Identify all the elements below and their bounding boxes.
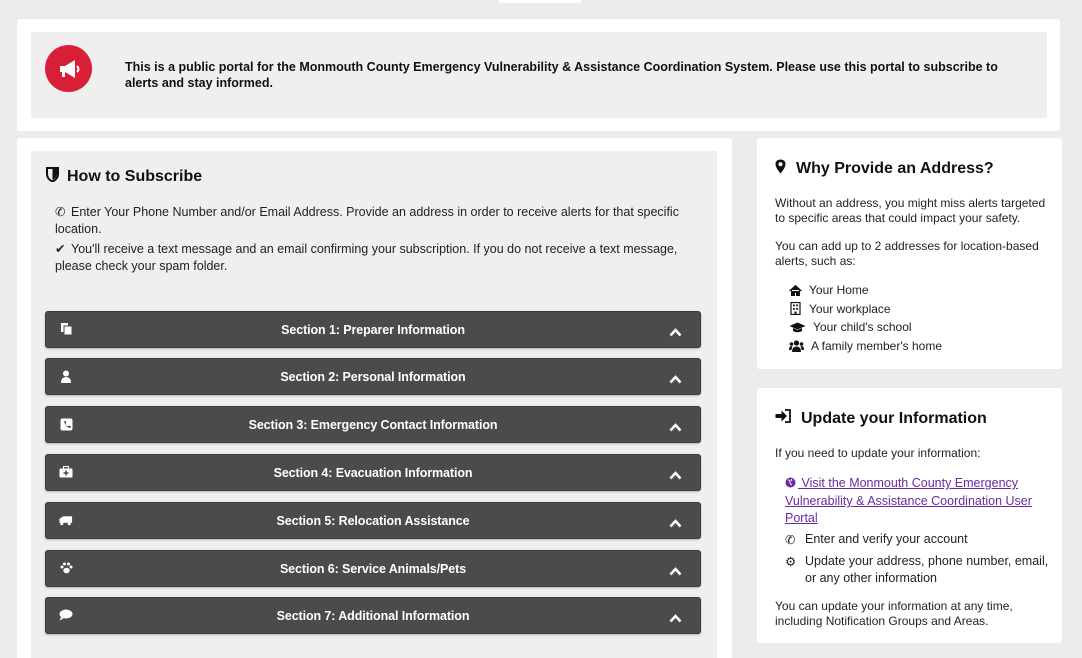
step2-text: You'll receive a text message and an email confirming your subscription. If you do not receive a text message, please check your spam folder.	[55, 242, 678, 273]
update-step-1: Enter and verify your account	[805, 532, 968, 546]
shield-icon	[46, 167, 59, 187]
update-title: Update your Information	[801, 409, 987, 427]
users-icon	[789, 340, 804, 352]
how-title: How to Subscribe	[67, 168, 203, 185]
update-step-2: Update your address, phone number, email, or any other information	[805, 554, 1049, 585]
section-7-label: Section 7: Additional Information	[276, 609, 470, 623]
section-6-toggle[interactable]	[45, 550, 701, 587]
address-examples-list	[789, 281, 942, 355]
why-paragraph-1: Without an address, you might miss alerts targeted to specific areas that could impact your safety.	[775, 196, 1046, 225]
address-item-home: Your Home	[809, 283, 869, 298]
section-5-label: Section 5: Relocation Assistance	[276, 514, 470, 528]
subscribe-panel-inner	[31, 151, 717, 658]
list-item	[789, 300, 942, 319]
top-tab	[498, 0, 582, 3]
graduation-cap-icon	[789, 322, 806, 333]
list-item	[789, 281, 942, 300]
section-7-toggle[interactable]	[45, 597, 701, 634]
why-address-card	[757, 138, 1062, 369]
update-footer: You can update your information at any time, including Notification Groups and Areas.	[775, 599, 1013, 628]
section-2-label: Section 2: Personal Information	[280, 370, 466, 384]
section-4-label: Section 4: Evacuation Information	[273, 466, 473, 480]
update-info-card	[757, 388, 1062, 643]
section-6-label: Section 6: Service Animals/Pets	[279, 562, 467, 576]
address-item-workplace: Your workplace	[809, 301, 891, 316]
sign-in-icon	[775, 409, 791, 428]
user-portal-link-text: Visit the Monmouth County Emergency Vulnerability & Assistance Coordination User Portal	[785, 476, 1032, 525]
chevron-up-icon	[669, 324, 682, 342]
step-phone	[55, 204, 695, 238]
banner-inner	[31, 32, 1047, 118]
section-3-toggle[interactable]	[45, 406, 701, 443]
announcement-banner	[17, 19, 1060, 131]
list-item	[789, 318, 942, 337]
why-paragraph-2: You can add up to 2 addresses for location-based alerts, such as:	[775, 239, 1039, 268]
building-icon	[789, 302, 802, 315]
gear-icon: ⚙	[785, 555, 797, 569]
check-icon: ✔	[55, 242, 66, 256]
home-icon	[789, 285, 802, 296]
address-item-school: Your child's school	[813, 320, 912, 335]
update-step-edit	[785, 553, 1050, 587]
how-to-subscribe-heading	[46, 167, 202, 187]
section-3-label: Section 3: Emergency Contact Information	[248, 418, 498, 432]
map-marker-icon	[775, 159, 786, 179]
banner-text: This is a public portal for the Monmouth County Emergency Vulnerability & Assistance Coordination System. Please use this portal to subscribe to alerts and stay informed.	[125, 60, 998, 90]
update-intro: If you need to update your information:	[775, 446, 981, 460]
subscribe-panel	[17, 138, 732, 658]
update-info-heading	[775, 409, 987, 428]
chevron-up-icon	[669, 563, 682, 581]
step1-text: Enter Your Phone Number and/or Email Address. Provide an address in order to receive alerts for that specific location.	[55, 205, 679, 236]
why-address-heading	[775, 159, 994, 179]
chevron-up-icon	[669, 515, 682, 533]
list-item	[789, 337, 942, 356]
chevron-up-icon	[669, 371, 682, 389]
megaphone-icon	[45, 45, 92, 92]
globe-icon	[785, 476, 798, 493]
section-2-toggle[interactable]	[45, 358, 701, 395]
address-item-family: A family member's home	[811, 338, 942, 353]
step-confirm	[55, 241, 695, 275]
chevron-up-icon	[669, 467, 682, 485]
update-step-verify	[785, 531, 1050, 549]
section-1-label: Section 1: Preparer Information	[281, 323, 465, 337]
phone-icon: ✆	[785, 533, 796, 547]
section-5-toggle[interactable]	[45, 502, 701, 539]
user-portal-link[interactable]	[785, 475, 1050, 527]
how-steps	[55, 204, 695, 278]
chevron-up-icon	[669, 419, 682, 437]
phone-icon: ✆	[55, 205, 66, 219]
why-title: Why Provide an Address?	[796, 160, 994, 177]
update-steps	[785, 475, 1050, 587]
section-1-toggle[interactable]	[45, 311, 701, 348]
chevron-up-icon	[669, 610, 682, 628]
section-4-toggle[interactable]	[45, 454, 701, 491]
